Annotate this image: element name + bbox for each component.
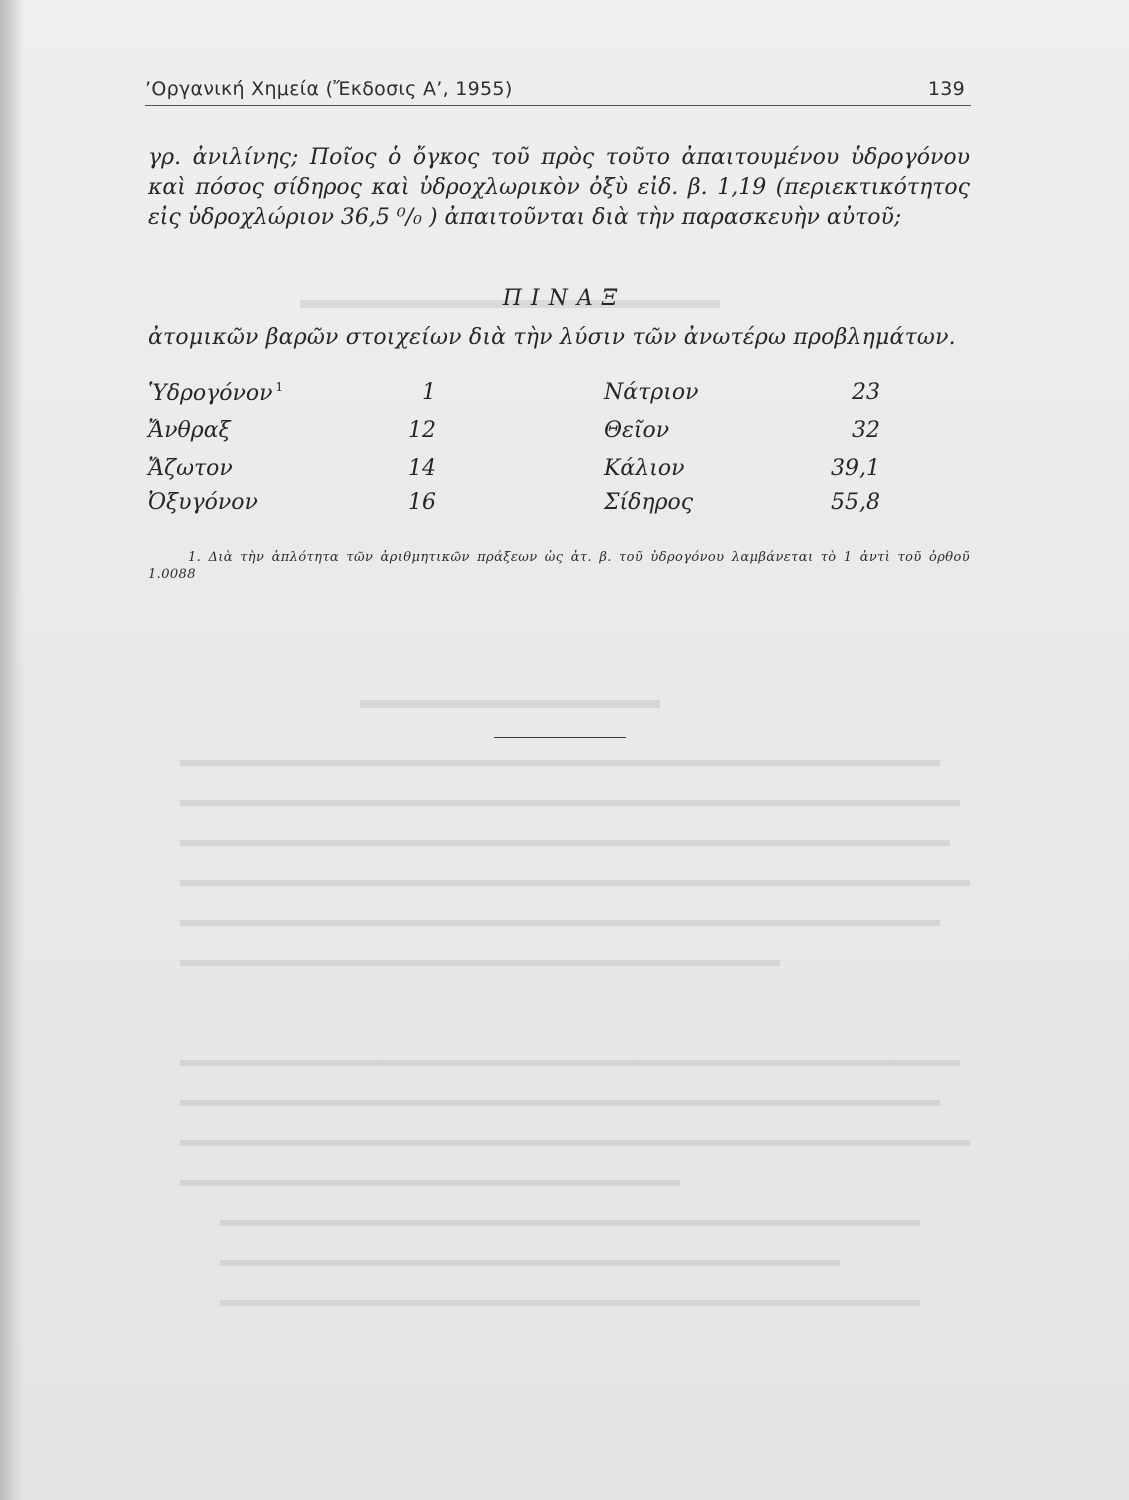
running-title: ’Οργανική Χημεία (Ἔκδοσις Α’, 1955) (145, 78, 513, 100)
atomic-weight: 55,8 (831, 490, 880, 515)
atomic-weight: 12 (408, 418, 436, 443)
atomic-weight: 32 (852, 418, 880, 443)
page-number: 139 (927, 78, 965, 100)
section-end-rule (494, 737, 626, 738)
element-name: Ὑδρογόνον $^1$ (148, 380, 284, 406)
element-name: Ἄνθραξ (148, 418, 231, 443)
element-name: Σίδηρος (604, 490, 694, 515)
table-title: ΠΙΝΑΞ (502, 286, 627, 311)
atomic-weight: 39,1 (831, 456, 880, 481)
element-name: Κάλιον (604, 456, 685, 481)
table-row (0, 418, 1129, 448)
element-name: Νάτριον (604, 380, 699, 405)
header-rule (145, 105, 971, 106)
atomic-weight: 1 (422, 380, 436, 405)
element-name: Θεῖον (604, 418, 670, 443)
atomic-weights-table (0, 380, 1129, 520)
footnote-mark: 1 (275, 380, 284, 394)
table-row (0, 380, 1129, 410)
table-subtitle: ἀτομικῶν βαρῶν στοιχείων διὰ τὴν λύσιν τῶν ἀνωτέρω προβλημάτων. (148, 325, 956, 350)
footnote: 1. Διὰ τὴν ἁπλότητα τῶν ἀριθμητικῶν πράξεων ὡς ἀτ. β. τοῦ ὑδρογόνου λαμβάνεται τὸ 1 ἀντὶ τοῦ ὀρθοῦ 1.0088 (148, 550, 970, 582)
problem-paragraph: γρ. ἀνιλίνης; Ποῖος ὁ ὄγκος τοῦ πρὸς τοῦτο ἀπαιτουμένου ὑδρογόνου καὶ πόσος σίδηρος καὶ ὑδροχλωρικὸν ὀξὺ εἰδ. β. 1,19 (περιεκτικότητος εἰς ὑδροχλώριον 36,5 ⁰/₀ ) ἀπαιτοῦνται διὰ τὴν παρασκευὴν αὐτοῦ; (148, 145, 970, 230)
table-row (0, 490, 1129, 520)
running-header (145, 78, 971, 106)
problem-text (148, 143, 970, 233)
spine-shadow (0, 0, 24, 1500)
element-name: Ἄζωτον (148, 456, 233, 481)
atomic-weight: 16 (408, 490, 436, 515)
table-row (0, 456, 1129, 486)
element-name: Ὀξυγόνον (148, 490, 258, 515)
atomic-weight: 14 (408, 456, 436, 481)
atomic-weight: 23 (852, 380, 880, 405)
